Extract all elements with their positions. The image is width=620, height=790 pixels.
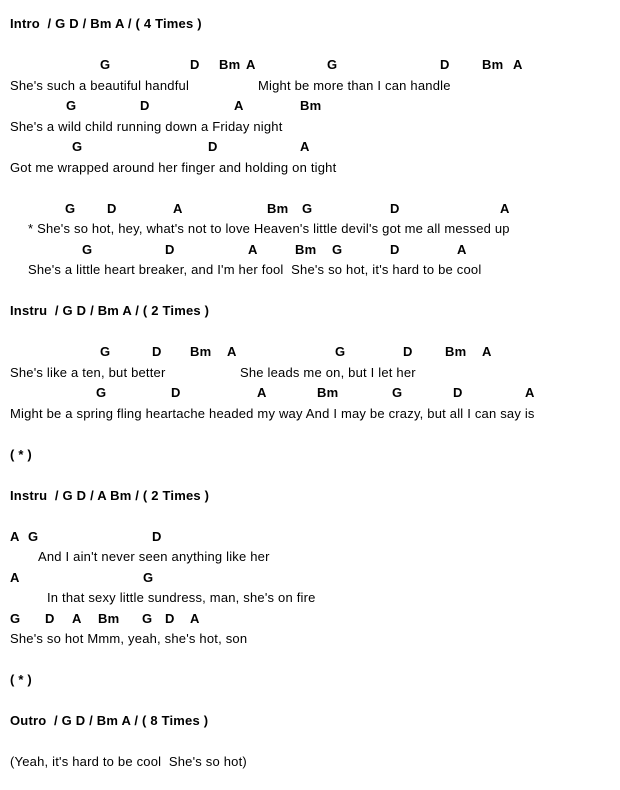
chord: A (482, 344, 492, 359)
chord-line (0, 342, 620, 363)
chord: A (300, 139, 310, 154)
chord: G (142, 610, 153, 626)
lyric-text: And I ain't never seen anything like her (38, 549, 270, 564)
chord: G (65, 200, 76, 216)
chord: A (234, 98, 244, 113)
blank-line (0, 506, 620, 527)
chord: G (143, 569, 154, 585)
chord: Bm (317, 385, 339, 400)
chord: A (190, 610, 200, 626)
chord: G (100, 57, 111, 72)
chord: D (453, 385, 463, 400)
section-heading: ( * ) (10, 446, 32, 462)
chord: A (525, 385, 535, 400)
blank-line (0, 732, 620, 753)
chord: D (190, 57, 200, 72)
lyric-text: She's such a beautiful handful (10, 77, 190, 93)
blank-line (0, 35, 620, 56)
chord: A (10, 528, 20, 544)
lyric-line (0, 404, 620, 425)
chord: Bm (295, 241, 317, 257)
lyric-text: * She's so hot, hey, what's not to love Heaven's little devil's got me all messed up (28, 221, 510, 236)
chord: G (28, 528, 39, 544)
chord-line (0, 609, 620, 630)
chord: A (248, 241, 258, 257)
chord: A (457, 241, 467, 257)
lyric-text: Might be more than I can handle (258, 77, 451, 93)
chord: G (100, 344, 111, 359)
blank-line (0, 465, 620, 486)
blank-line (0, 281, 620, 302)
chord: D (152, 344, 162, 359)
blank-line (0, 424, 620, 445)
chord: A (513, 57, 523, 72)
chord-line (0, 383, 620, 404)
chord: D (390, 241, 400, 257)
chord: D (403, 344, 413, 359)
lyric-line (0, 76, 620, 97)
section-heading: Outro / G D / Bm A / ( 8 Times ) (10, 713, 209, 728)
lyric-text: She's a wild child running down a Friday night (10, 118, 283, 134)
chord: D (208, 139, 218, 154)
chord: D (440, 57, 450, 72)
chord: G (66, 98, 77, 113)
chord: D (140, 98, 150, 113)
lyric-line (0, 219, 620, 240)
chord: G (302, 200, 313, 216)
chord-line (0, 137, 620, 158)
chord-line (0, 527, 620, 548)
section-heading-line (0, 711, 620, 732)
lyric-line (0, 752, 620, 773)
chord: A (227, 344, 237, 359)
chord: D (165, 241, 175, 257)
chord-line (0, 240, 620, 261)
chord: A (173, 200, 183, 216)
lyric-line (0, 363, 620, 384)
lyric-text: Might be a spring fling heartache headed my way And I may be crazy, but all I can say is (10, 405, 535, 421)
lyric-text: Got me wrapped around her finger and holding on tight (10, 159, 337, 175)
lyric-text: She's a little heart breaker, and I'm her fool She's so hot, it's hard to be cool (28, 262, 482, 277)
lyric-text: (Yeah, it's hard to be cool She's so hot) (10, 754, 247, 769)
chord: A (10, 569, 20, 585)
chord-line (0, 199, 620, 220)
section-heading: Instru / G D / Bm A / ( 2 Times ) (10, 303, 210, 318)
chord: A (257, 385, 267, 400)
chord: A (500, 200, 510, 216)
chord-line (0, 96, 620, 117)
chord: A (246, 57, 256, 72)
chord: D (165, 610, 175, 626)
lyric-line (0, 547, 620, 568)
chord: Bm (445, 344, 467, 359)
section-heading: Intro / G D / Bm A / ( 4 Times ) (10, 16, 202, 31)
chord: G (96, 385, 107, 400)
blank-line (0, 178, 620, 199)
section-heading-line (0, 301, 620, 322)
chord: G (72, 139, 83, 154)
chord-line (0, 55, 620, 76)
chord: D (152, 528, 162, 544)
chord: G (335, 344, 346, 359)
blank-line (0, 322, 620, 343)
chord: Bm (98, 610, 120, 626)
section-heading-line (0, 486, 620, 507)
chord: Bm (190, 344, 212, 359)
lyric-line (0, 588, 620, 609)
section-heading: ( * ) (10, 672, 32, 687)
chord: Bm (300, 98, 322, 113)
chord: G (392, 385, 403, 400)
chord: G (327, 57, 338, 72)
section-heading-line (0, 14, 620, 35)
chord: Bm (267, 200, 289, 216)
chord: D (107, 200, 117, 216)
lyric-text: She's so hot Mmm, yeah, she's hot, son (10, 631, 248, 646)
lyric-line (0, 629, 620, 650)
lyric-line (0, 117, 620, 138)
chord: D (45, 610, 55, 626)
blank-line (0, 691, 620, 712)
lyric-line (0, 158, 620, 179)
section-heading-line (0, 445, 620, 466)
chord-line (0, 568, 620, 589)
lyric-line (0, 260, 620, 281)
chord: Bm (219, 57, 241, 72)
chord: G (82, 241, 93, 257)
lyric-text: In that sexy little sundress, man, she's on fire (47, 590, 316, 605)
chord: G (332, 241, 343, 257)
chord: A (72, 610, 82, 626)
lyric-text: She leads me on, but I let her (240, 364, 416, 380)
section-heading: Instru / G D / A Bm / ( 2 Times ) (10, 487, 210, 503)
chord: D (171, 385, 181, 400)
blank-line (0, 650, 620, 671)
section-heading-line (0, 670, 620, 691)
chord: Bm (482, 57, 504, 72)
chord: D (390, 200, 400, 216)
lyric-text: She's like a ten, but better (10, 364, 166, 380)
chord: G (10, 610, 21, 626)
